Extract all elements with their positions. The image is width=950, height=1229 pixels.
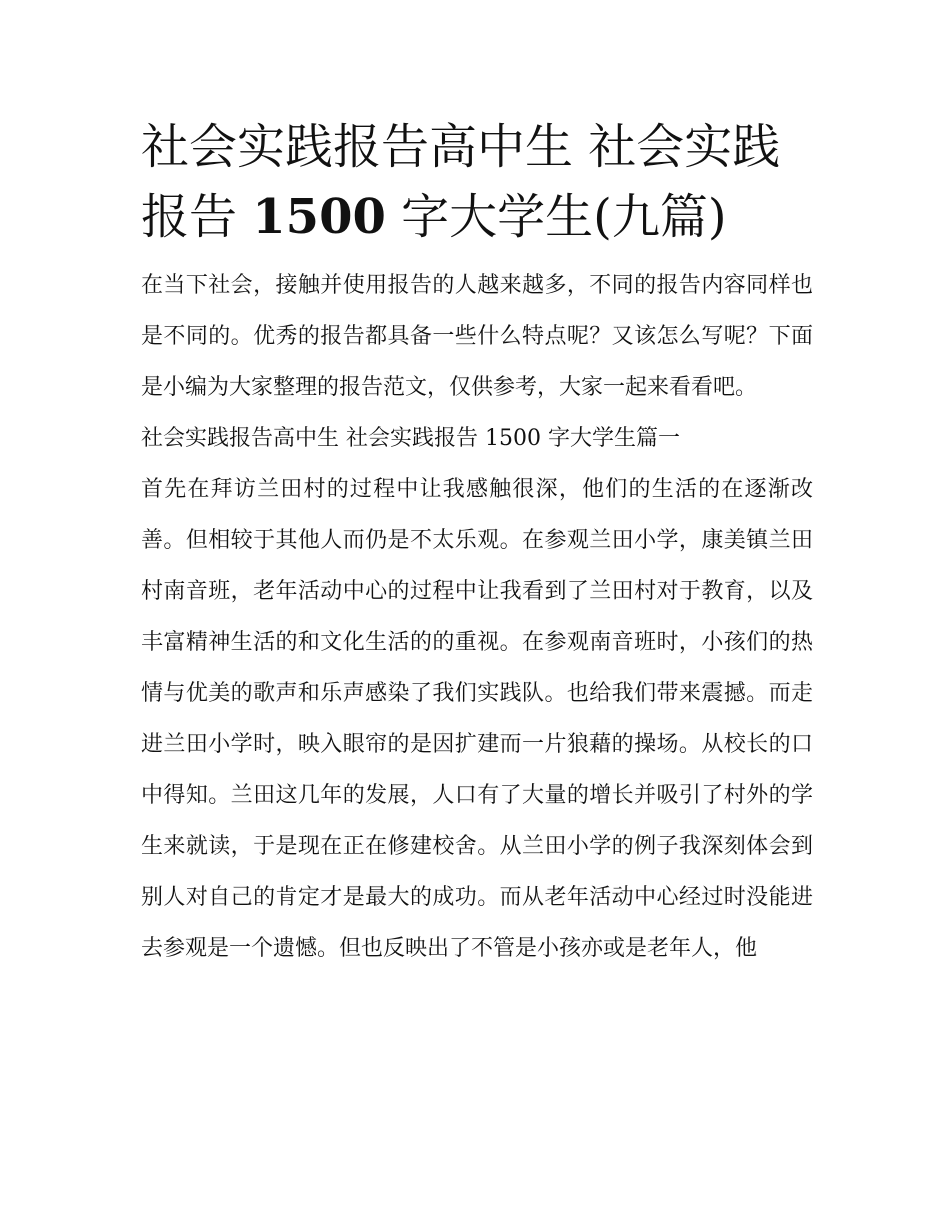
document-title — [141, 112, 813, 252]
title-line-2-suffix: 字大学生(九篇) — [385, 189, 727, 245]
body-paragraph: 首先在拜访兰田村的过程中让我感触很深，他们的生活的在逐渐改善。但相较于其他人而仍是不太乐观。在参观兰田小学，康美镇兰田村南音班，老年活动中心的过程中让我看到了兰田村对于教育，以及丰富精神生活的和文化生活的的重视。在参观南音班时，小孩们的热情与优美的歌声和乐声感染了我们实践队。也给我们带来震撼。而走进兰田小学时，映入眼帘的是因扩建而一片狼藉的操场。从校长的口中得知。兰田这几年的发展，人口有了大量的增长并吸引了村外的学生来就读，于是现在正在修建校舍。从兰田小学的例子我深刻体会到别人对自己的肯定才是最大的成功。而从老年活动中心经过时没能进去参观是一个遗憾。但也反映出了不管是小孩亦或是老年人，他 — [141, 477, 813, 961]
title-line-2-number: 1500 — [252, 189, 386, 245]
title-line-1: 社会实践报告高中生 社会实践 — [141, 119, 781, 175]
intro-paragraph: 在当下社会，接触并使用报告的人越来越多，不同的报告内容同样也是不同的。优秀的报告都具备一些什么特点呢？又该怎么写呢？下面是小编为大家整理的报告范文，仅供参考，大家一起来看看吧。 — [141, 273, 813, 400]
section-heading: 社会实践报告高中生 社会实践报告 1500 字大学生篇一 — [141, 426, 680, 451]
title-line-2-prefix: 报告 — [141, 189, 253, 245]
document-content — [141, 112, 813, 974]
